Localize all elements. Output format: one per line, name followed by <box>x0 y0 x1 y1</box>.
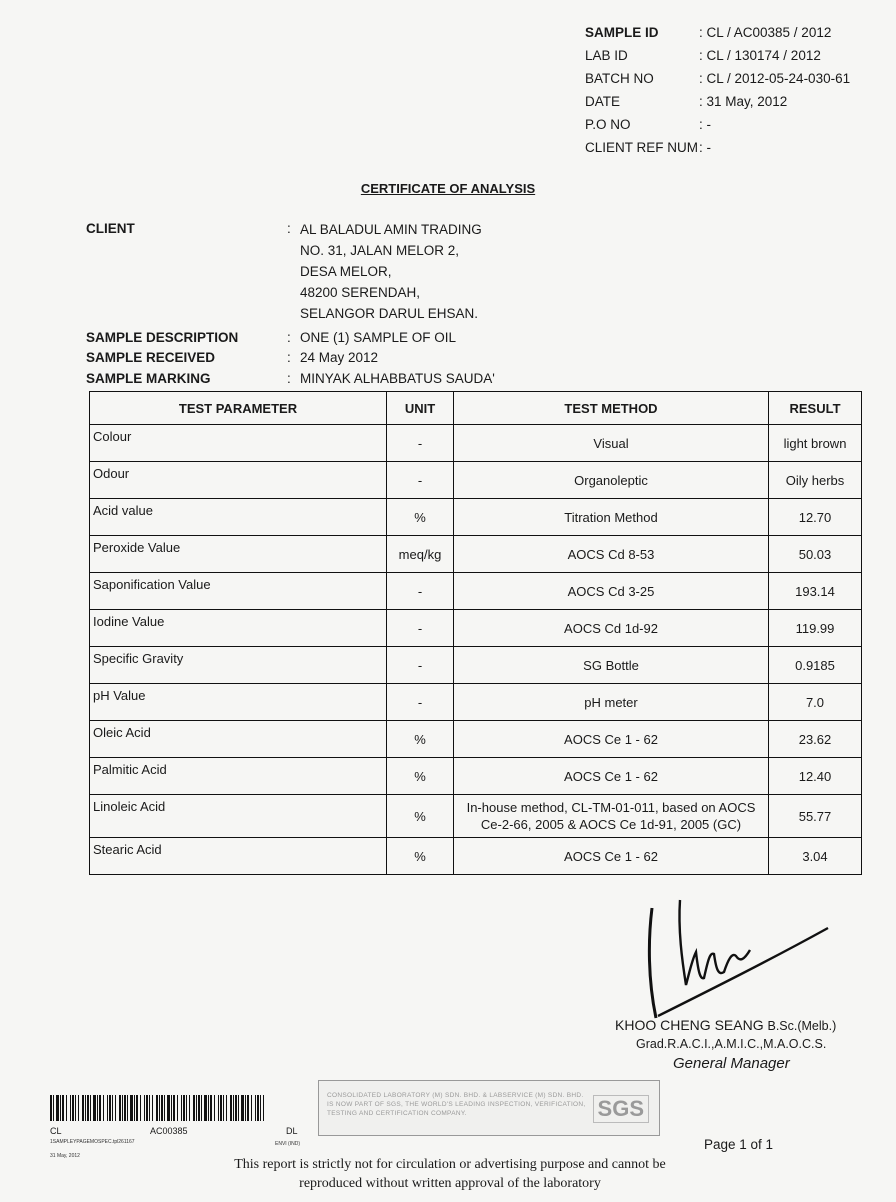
cell-method: AOCS Ce 1 - 62 <box>454 758 769 795</box>
meta-value: : - <box>699 117 711 132</box>
barcode-left-code: CL <box>50 1126 62 1136</box>
cell-method: Organoleptic <box>454 462 769 499</box>
method-line: In-house method, CL-TM-01-011, based on AOCS <box>466 800 756 815</box>
meta-value: : CL / 2012-05-24-030-61 <box>699 71 851 86</box>
address-line: DESA MELOR, <box>300 264 392 279</box>
cell-result: 23.62 <box>769 721 862 758</box>
cell-unit: - <box>387 647 454 684</box>
cell-method: pH meter <box>454 684 769 721</box>
cell-result: 193.14 <box>769 573 862 610</box>
cell-result: 50.03 <box>769 536 862 573</box>
cell-parameter: Specific Gravity <box>90 647 387 684</box>
header-test-method: TEST METHOD <box>454 392 769 425</box>
cell-method: Visual <box>454 425 769 462</box>
cell-unit: meq/kg <box>387 536 454 573</box>
meta-key: DATE <box>585 94 621 109</box>
table-row <box>90 536 862 573</box>
barcode-fine-text: 1SAMPLEYPAGEMOSPEC.tpl261167 <box>50 1139 135 1145</box>
cell-method: SG Bottle <box>454 647 769 684</box>
sample-marking-label: SAMPLE MARKING <box>86 371 211 386</box>
cell-unit: - <box>387 610 454 647</box>
table-row <box>90 647 862 684</box>
cell-parameter: Peroxide Value <box>90 536 387 573</box>
meta-value: : CL / 130174 / 2012 <box>699 48 821 63</box>
cell-unit: % <box>387 838 454 875</box>
signatory-name <box>615 1017 836 1033</box>
cell-result: 119.99 <box>769 610 862 647</box>
cell-parameter: Colour <box>90 425 387 462</box>
barcode-right-code: DL <box>286 1126 298 1136</box>
meta-key: P.O NO <box>585 117 631 132</box>
meta-sample-id <box>585 22 885 45</box>
meta-key: SAMPLE ID <box>585 25 659 40</box>
cell-unit: - <box>387 425 454 462</box>
cell-method: AOCS Ce 1 - 62 <box>454 838 769 875</box>
meta-client-ref <box>585 137 885 160</box>
footer-line: reproduced without written approval of the laboratory <box>299 1176 601 1191</box>
cell-result: 12.40 <box>769 758 862 795</box>
cell-result: 0.9185 <box>769 647 862 684</box>
signatory-qualifications: Grad.R.A.C.I.,A.M.I.C.,M.A.O.C.S. <box>636 1037 827 1051</box>
meta-date <box>585 91 885 114</box>
barcode-id-code: AC00385 <box>150 1126 188 1136</box>
table-row <box>90 684 862 721</box>
cell-parameter: Acid value <box>90 499 387 536</box>
cell-parameter: Iodine Value <box>90 610 387 647</box>
sgs-stamp <box>318 1080 660 1136</box>
report-meta <box>585 22 885 160</box>
cell-unit: % <box>387 758 454 795</box>
cell-method: AOCS Ce 1 - 62 <box>454 721 769 758</box>
signatory-degree: B.Sc.(Melb.) <box>767 1019 837 1033</box>
table-row <box>90 838 862 875</box>
meta-value: : 31 May, 2012 <box>699 94 788 109</box>
colon: : <box>287 371 291 386</box>
meta-key: BATCH NO <box>585 71 654 86</box>
cell-result: 7.0 <box>769 684 862 721</box>
cell-parameter: Saponification Value <box>90 573 387 610</box>
cell-method <box>454 795 769 838</box>
document-title: CERTIFICATE OF ANALYSIS <box>360 181 536 196</box>
cell-result: 55.77 <box>769 795 862 838</box>
page-number: Page 1 of 1 <box>704 1137 774 1152</box>
cell-parameter: Odour <box>90 462 387 499</box>
cell-unit: % <box>387 499 454 536</box>
cell-unit: - <box>387 462 454 499</box>
cell-parameter: Stearic Acid <box>90 838 387 875</box>
sample-received-label: SAMPLE RECEIVED <box>86 350 216 365</box>
cell-unit: % <box>387 721 454 758</box>
sgs-logo: SGS <box>593 1095 649 1123</box>
footer-line: This report is strictly not for circulation or advertising purpose and cannot be <box>234 1157 666 1172</box>
meta-po-no <box>585 114 885 137</box>
table-row <box>90 610 862 647</box>
table-row <box>90 721 862 758</box>
cell-parameter: Linoleic Acid <box>90 795 387 838</box>
table-row <box>90 758 862 795</box>
address-line: AL BALADUL AMIN TRADING <box>300 222 482 237</box>
cell-result: light brown <box>769 425 862 462</box>
meta-value: : CL / AC00385 / 2012 <box>699 25 832 40</box>
header-test-parameter: TEST PARAMETER <box>90 392 387 425</box>
meta-batch-no <box>585 68 885 91</box>
barcode-date: 31 May, 2012 <box>50 1153 80 1159</box>
footer-disclaimer <box>0 1155 896 1193</box>
colon: : <box>287 330 291 345</box>
cell-unit: - <box>387 684 454 721</box>
cell-result: Oily herbs <box>769 462 862 499</box>
table-header-row <box>90 392 862 425</box>
cell-result: 3.04 <box>769 838 862 875</box>
client-colon: : <box>287 221 291 236</box>
cell-unit: % <box>387 795 454 838</box>
meta-lab-id <box>585 45 885 68</box>
cell-unit: - <box>387 573 454 610</box>
sample-description: ONE (1) SAMPLE OF OIL <box>300 330 457 345</box>
meta-key: LAB ID <box>585 48 628 63</box>
method-line: Ce-2-66, 2005 & AOCS Ce 1d-91, 2005 (GC) <box>480 817 742 832</box>
colon: : <box>287 350 291 365</box>
meta-key: CLIENT REF NUM <box>585 140 699 155</box>
results-table <box>89 391 862 875</box>
signatory-title: General Manager <box>673 1055 790 1072</box>
sample-marking: MINYAK ALHABBATUS SAUDA' <box>300 371 495 386</box>
address-line: 48200 SERENDAH, <box>300 285 421 300</box>
signatory-name-text: KHOO CHENG SEANG <box>615 1017 764 1033</box>
address-line: NO. 31, JALAN MELOR 2, <box>300 243 460 258</box>
cell-parameter: Oleic Acid <box>90 721 387 758</box>
cell-method: AOCS Cd 3-25 <box>454 573 769 610</box>
cell-result: 12.70 <box>769 499 862 536</box>
barcode-fine-text-right: ENVI (IND) <box>275 1141 300 1147</box>
cell-method: AOCS Cd 8-53 <box>454 536 769 573</box>
header-unit: UNIT <box>387 392 454 425</box>
stamp-text: CONSOLIDATED LABORATORY (M) SDN. BHD. & LABSERVICE (M) SDN. BHD. IS NOW PART OF SGS, THE WORLD'S LEADING INSPECTION, VERIFICATION, TESTING AND CERTIFICATION COMPANY. <box>327 1092 586 1117</box>
header-result: RESULT <box>769 392 862 425</box>
cell-parameter: pH Value <box>90 684 387 721</box>
table-row <box>90 462 862 499</box>
barcode-graphic <box>50 1095 268 1121</box>
client-label: CLIENT <box>86 221 135 236</box>
table-row <box>90 573 862 610</box>
sample-received: 24 May 2012 <box>300 350 379 365</box>
cell-method: AOCS Cd 1d-92 <box>454 610 769 647</box>
client-address <box>300 219 482 324</box>
table-row <box>90 425 862 462</box>
table-row <box>90 795 862 838</box>
sample-description-label: SAMPLE DESCRIPTION <box>86 330 239 345</box>
table-row <box>90 499 862 536</box>
address-line: SELANGOR DARUL EHSAN. <box>300 306 479 321</box>
cell-parameter: Palmitic Acid <box>90 758 387 795</box>
meta-value: : - <box>699 140 711 155</box>
cell-method: Titration Method <box>454 499 769 536</box>
